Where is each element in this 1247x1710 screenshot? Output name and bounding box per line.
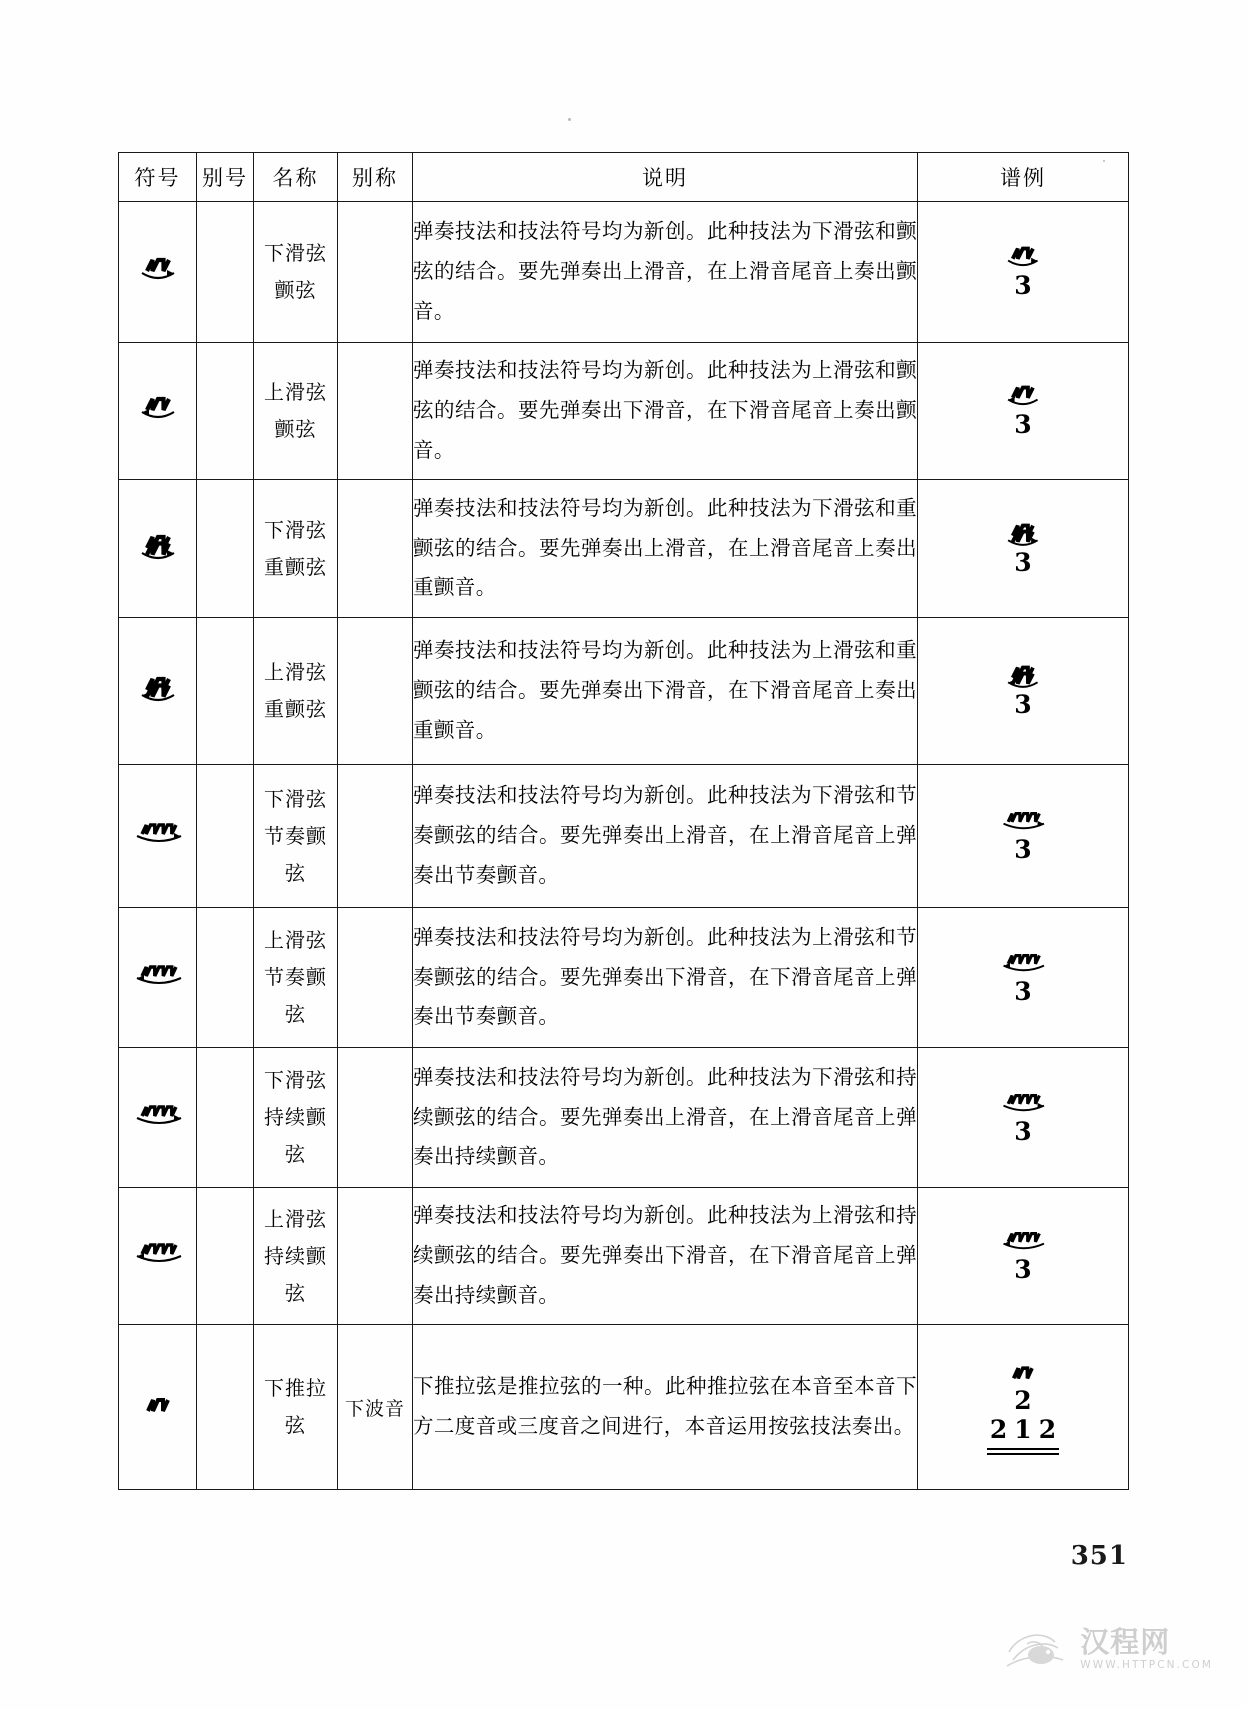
watermark-text xyxy=(1080,1624,1213,1671)
description-cell: 弹奏技法和技法符号均为新创。此种技法为下滑弦和颤弦的结合。要先弹奏出上滑音，在上滑音尾音上奏出颤音。 xyxy=(413,202,918,343)
example-cell xyxy=(918,765,1129,908)
example-cell xyxy=(918,618,1129,765)
alias-cell xyxy=(338,1188,413,1325)
alt-symbol-cell xyxy=(197,480,254,618)
down-slide-double-trill-symbol xyxy=(998,521,1048,549)
alias-cell xyxy=(338,202,413,343)
name-line: 弦 xyxy=(285,1280,306,1305)
watermark xyxy=(1003,1622,1213,1676)
name-line: 颤弦 xyxy=(274,417,317,441)
description-cell: 弹奏技法和技法符号均为新创。此种技法为下滑弦和重颤弦的结合。要先弹奏出上滑音，在上滑音尾音上奏出重颤音。 xyxy=(413,480,918,618)
description-cell: 弹奏技法和技法符号均为新创。此种技法为上滑弦和重颤弦的结合。要先弹奏出下滑音，在下滑音尾音上奏出重颤音。 xyxy=(413,618,918,765)
name-cell xyxy=(254,908,338,1048)
alt-symbol-cell xyxy=(197,618,254,765)
up-slide-double-trill-symbol xyxy=(998,663,1048,691)
alias-cell xyxy=(338,1048,413,1188)
header-alt-symbol: 别号 xyxy=(197,153,254,202)
example-cell xyxy=(918,480,1129,618)
name-line: 下滑弦 xyxy=(264,1068,327,1092)
example-beamed-note: 2 xyxy=(1038,1414,1057,1444)
name-line: 颤弦 xyxy=(274,278,317,302)
notation-example xyxy=(918,521,1128,576)
alt-symbol-cell xyxy=(197,1048,254,1188)
symbol-cell xyxy=(119,1048,197,1188)
notation-symbol-table xyxy=(118,152,1129,1490)
table-row xyxy=(119,343,1129,480)
table-body xyxy=(119,202,1129,1490)
name-cell xyxy=(254,480,338,618)
notation-example xyxy=(918,1228,1128,1283)
alt-symbol-cell xyxy=(197,343,254,480)
description-cell: 弹奏技法和技法符号均为新创。此种技法为上滑弦和颤弦的结合。要先弹奏出下滑音，在下滑音尾音上奏出颤音。 xyxy=(413,343,918,480)
symbol-cell xyxy=(119,908,197,1048)
scan-speck xyxy=(568,118,571,121)
name-line: 上滑弦 xyxy=(264,1206,327,1231)
name-line: 下滑弦 xyxy=(264,517,327,542)
notation-example xyxy=(918,1090,1128,1145)
header-description: 说明 xyxy=(413,153,918,202)
name-line: 下滑弦 xyxy=(264,241,327,265)
symbol-cell xyxy=(119,1325,197,1490)
name-line: 上滑弦 xyxy=(264,928,327,952)
name-line: 节奏颤 xyxy=(264,965,327,989)
symbol-cell xyxy=(119,1188,197,1325)
table-row xyxy=(119,480,1129,618)
name-line: 上滑弦 xyxy=(264,380,327,404)
header-symbol: 符号 xyxy=(119,153,197,202)
name-cell xyxy=(254,1048,338,1188)
up-slide-sustained-trill-symbol xyxy=(131,1239,185,1269)
name-line: 下滑弦 xyxy=(264,786,327,811)
alt-symbol-cell xyxy=(197,1188,254,1325)
mordent-symbol xyxy=(131,1390,185,1420)
down-slide-rhythmic-trill-symbol xyxy=(131,819,185,849)
notation-example xyxy=(918,808,1128,863)
symbol-cell xyxy=(119,618,197,765)
symbol-cell xyxy=(119,202,197,343)
example-number: 3 xyxy=(1014,547,1032,577)
watermark-logo-icon xyxy=(1003,1622,1073,1676)
down-slide-trill-symbol xyxy=(998,244,1048,272)
example-cell xyxy=(918,1325,1129,1490)
description-cell: 下推拉弦是推拉弦的一种。此种推拉弦在本音至本音下方二度音或三度音之间进行，本音运用按弦技法奏出。 xyxy=(413,1325,918,1490)
up-slide-sustained-trill-symbol xyxy=(998,1228,1048,1256)
name-line: 弦 xyxy=(285,1413,306,1437)
alt-symbol-cell xyxy=(197,765,254,908)
notation-example xyxy=(918,1359,1128,1454)
example-number: 3 xyxy=(1014,410,1032,440)
example-number: 2 xyxy=(1014,1386,1032,1416)
alias-cell: 下波音 xyxy=(338,1325,413,1490)
table-row xyxy=(119,765,1129,908)
name-line: 重颤弦 xyxy=(264,554,327,579)
symbol-cell xyxy=(119,480,197,618)
alias-cell xyxy=(338,343,413,480)
example-number: 3 xyxy=(1014,1255,1032,1285)
description-cell: 弹奏技法和技法符号均为新创。此种技法为下滑弦和节奏颤弦的结合。要先弹奏出上滑音，在上滑音尾音上弹奏出节奏颤音。 xyxy=(413,765,918,908)
alias-cell xyxy=(338,480,413,618)
table-row xyxy=(119,1048,1129,1188)
up-slide-rhythmic-trill-symbol xyxy=(131,961,185,991)
name-cell xyxy=(254,1325,338,1490)
symbol-cell xyxy=(119,765,197,908)
notation-example xyxy=(918,663,1128,718)
down-slide-sustained-trill-symbol xyxy=(998,1090,1048,1118)
notation-example xyxy=(918,383,1128,438)
example-cell xyxy=(918,908,1129,1048)
notation-example xyxy=(918,950,1128,1005)
example-cell xyxy=(918,343,1129,480)
symbol-cell xyxy=(119,343,197,480)
watermark-url: WWW.HTTPCN.COM xyxy=(1080,1658,1213,1671)
example-number: 3 xyxy=(1014,690,1032,720)
alias-cell xyxy=(338,765,413,908)
down-slide-rhythmic-trill-symbol xyxy=(998,808,1048,836)
name-line: 弦 xyxy=(285,1142,306,1166)
example-cell xyxy=(918,1188,1129,1325)
name-line: 下推拉 xyxy=(264,1376,327,1400)
table-header xyxy=(119,153,1129,202)
header-example: 谱例 xyxy=(918,153,1129,202)
name-line: 弦 xyxy=(285,1002,306,1026)
name-cell xyxy=(254,202,338,343)
name-cell xyxy=(254,343,338,480)
header-alias: 别称 xyxy=(338,153,413,202)
table-row xyxy=(119,1188,1129,1325)
example-number: 3 xyxy=(1014,1116,1032,1146)
table-row xyxy=(119,1325,1129,1490)
alt-symbol-cell xyxy=(197,202,254,343)
name-line: 重颤弦 xyxy=(264,697,327,721)
table-row xyxy=(119,202,1129,343)
alias-cell xyxy=(338,618,413,765)
name-line: 持续颤 xyxy=(264,1105,327,1129)
table-row xyxy=(119,618,1129,765)
page-number: 351 xyxy=(1070,1541,1128,1571)
header-name: 名称 xyxy=(254,153,338,202)
example-beamed-notes xyxy=(990,1415,1056,1455)
name-line: 弦 xyxy=(285,860,306,885)
example-beamed-note: 2 xyxy=(989,1414,1008,1444)
alt-symbol-cell xyxy=(197,908,254,1048)
table-row xyxy=(119,908,1129,1048)
example-number: 3 xyxy=(1014,835,1032,865)
description-cell: 弹奏技法和技法符号均为新创。此种技法为下滑弦和持续颤弦的结合。要先弹奏出上滑音，在上滑音尾音上弹奏出持续颤音。 xyxy=(413,1048,918,1188)
example-cell xyxy=(918,202,1129,343)
name-line: 节奏颤 xyxy=(264,823,327,848)
example-number: 3 xyxy=(1014,271,1032,301)
up-slide-double-trill-symbol xyxy=(131,674,185,704)
notation-example xyxy=(918,244,1128,299)
name-line: 上滑弦 xyxy=(264,660,327,684)
header-row xyxy=(119,153,1129,202)
name-cell xyxy=(254,618,338,765)
watermark-site-name: 汉程网 xyxy=(1080,1624,1171,1659)
example-beamed-note: 1 xyxy=(1014,1414,1032,1444)
up-slide-trill-symbol xyxy=(998,383,1048,411)
alias-cell xyxy=(338,908,413,1048)
description-cell: 弹奏技法和技法符号均为新创。此种技法为上滑弦和节奏颤弦的结合。要先弹奏出下滑音，在下滑音尾音上弹奏出节奏颤音。 xyxy=(413,908,918,1048)
name-line: 持续颤 xyxy=(264,1243,327,1268)
name-cell xyxy=(254,1188,338,1325)
down-slide-sustained-trill-symbol xyxy=(131,1101,185,1131)
down-slide-trill-symbol xyxy=(131,255,185,285)
name-cell xyxy=(254,765,338,908)
mordent-symbol xyxy=(998,1359,1048,1387)
example-number: 3 xyxy=(1014,976,1032,1006)
up-slide-trill-symbol xyxy=(131,394,185,424)
description-cell: 弹奏技法和技法符号均为新创。此种技法为上滑弦和持续颤弦的结合。要先弹奏出下滑音，在下滑音尾音上弹奏出持续颤音。 xyxy=(413,1188,918,1325)
down-slide-double-trill-symbol xyxy=(131,532,185,562)
up-slide-rhythmic-trill-symbol xyxy=(998,950,1048,978)
example-cell xyxy=(918,1048,1129,1188)
alt-symbol-cell xyxy=(197,1325,254,1490)
